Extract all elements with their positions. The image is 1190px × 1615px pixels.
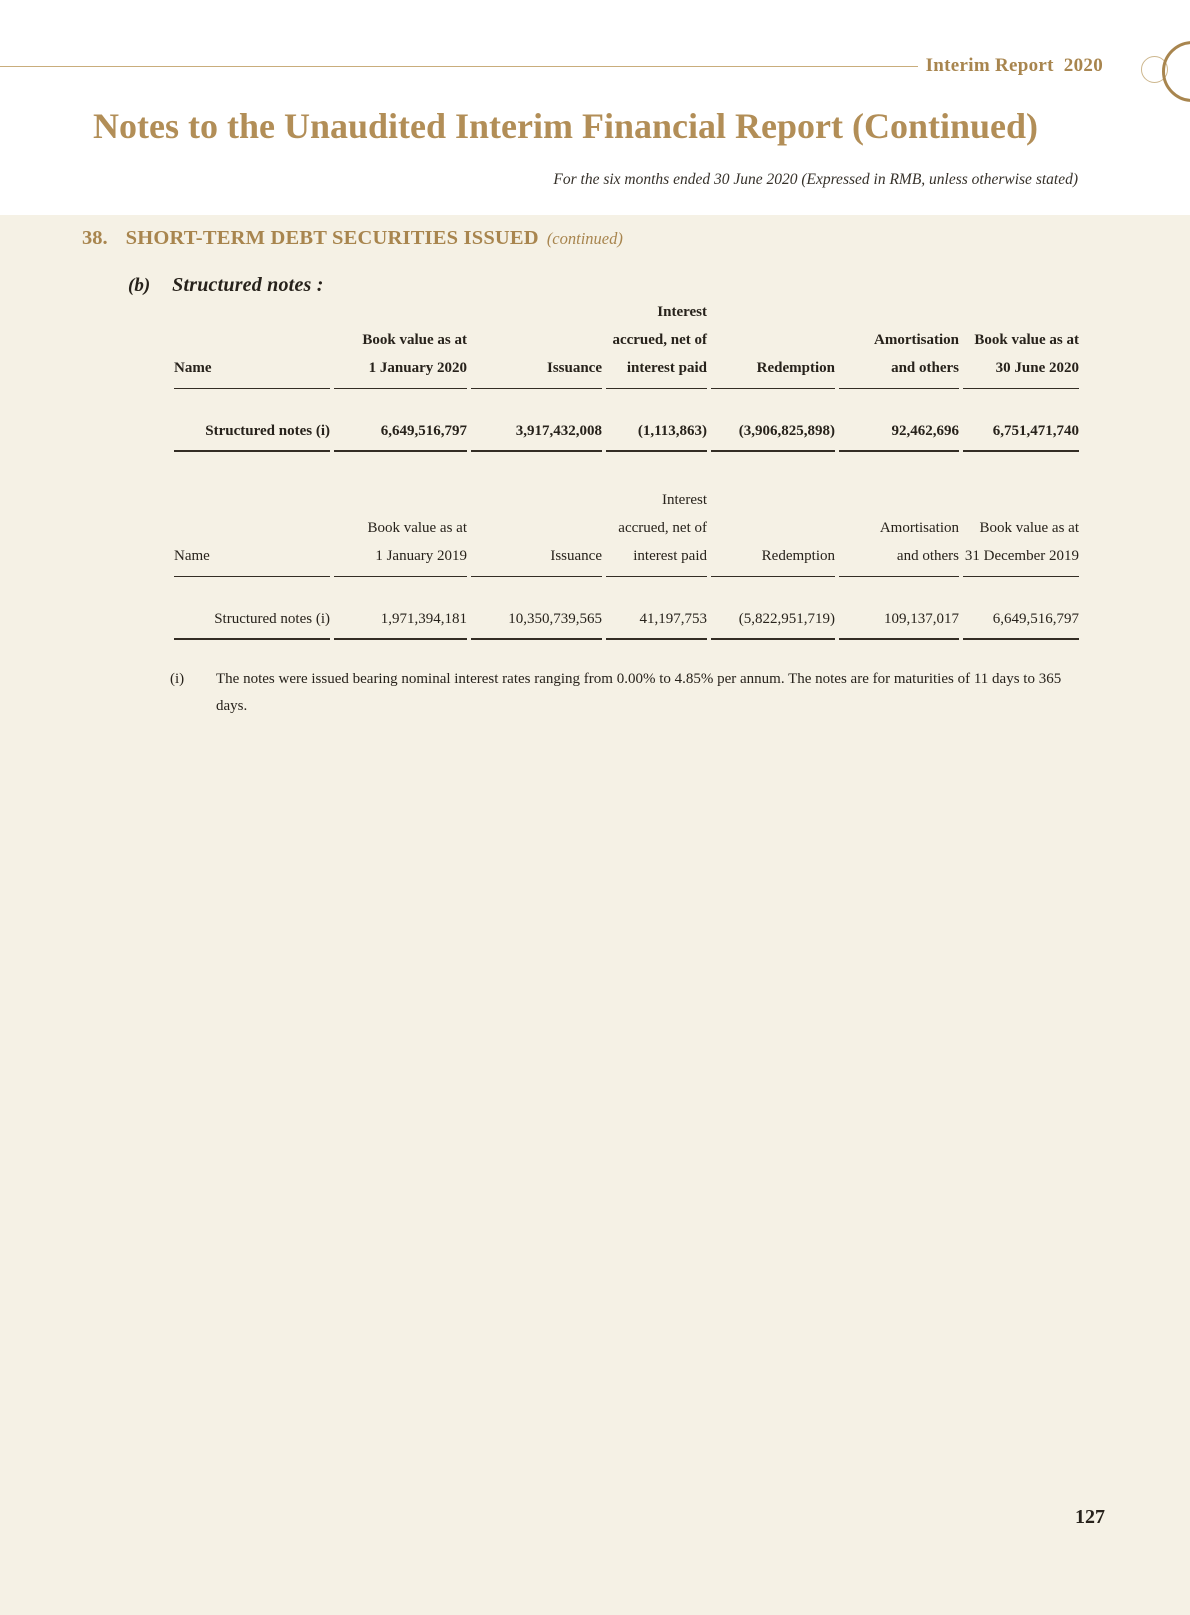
header-rule (0, 66, 918, 67)
section-continued-label: (continued) (546, 229, 623, 248)
col-header-redemption (711, 486, 835, 577)
col-header-book-value-opening (334, 298, 467, 389)
header-line: and others (896, 548, 959, 564)
col-header-interest-accrued (606, 298, 707, 389)
col-header-book-value-closing (963, 298, 1079, 389)
page-number: 127 (1075, 1506, 1105, 1528)
table-spacer-row (174, 389, 1079, 423)
header-line: Amortisation (874, 332, 959, 348)
header-line: 1 January 2020 (368, 360, 467, 376)
table-2019-data-row (174, 611, 1079, 640)
col-header-name (174, 486, 330, 577)
table-spacer-row (174, 577, 1079, 611)
header-line: Name (174, 360, 212, 376)
page-header (0, 0, 1190, 215)
subsection-heading (128, 274, 324, 297)
cell-book-value-closing: 6,649,516,797 (963, 611, 1079, 640)
report-label-text: Interim Report (925, 55, 1054, 76)
table-2019-header-row (174, 486, 1079, 577)
cell-redemption: (5,822,951,719) (711, 611, 835, 640)
cell-amortisation: 92,462,696 (839, 423, 959, 452)
header-line: interest paid (626, 360, 707, 376)
header-line: interest paid (633, 548, 707, 564)
cell-name: Structured notes (i) (174, 423, 330, 452)
cell-book-value-opening: 1,971,394,181 (334, 611, 467, 640)
report-edition-label (926, 55, 1103, 77)
cell-issuance: 10,350,739,565 (471, 611, 602, 640)
decorative-circle-large-icon (1162, 41, 1190, 102)
cell-redemption: (3,906,825,898) (711, 423, 835, 452)
header-line: Book value as at (362, 332, 467, 348)
report-year: 2020 (1063, 55, 1103, 76)
header-line: Amortisation (879, 520, 959, 536)
table-2020-data-row (174, 423, 1079, 452)
subsection-title: Structured notes : (172, 274, 324, 296)
footnote-marker: (i) (170, 671, 185, 687)
col-header-issuance (471, 486, 602, 577)
header-line: accrued, net of (612, 332, 707, 348)
header-line: and others (891, 360, 959, 376)
header-line: Issuance (546, 360, 602, 376)
section-title: SHORT-TERM DEBT SECURITIES ISSUED (125, 227, 539, 249)
header-line: Redemption (761, 548, 835, 564)
cell-name: Structured notes (i) (174, 611, 330, 640)
cell-interest-accrued: 41,197,753 (606, 611, 707, 640)
col-header-redemption (711, 298, 835, 389)
cell-interest-accrued: (1,113,863) (606, 423, 707, 452)
header-line: Issuance (550, 548, 602, 564)
col-header-issuance (471, 298, 602, 389)
section-heading (82, 227, 623, 250)
footnote-i (170, 666, 1083, 720)
header-line: Book value as at (974, 332, 1079, 348)
header-line: Name (174, 548, 210, 564)
col-header-amortisation (839, 486, 959, 577)
cell-book-value-closing: 6,751,471,740 (963, 423, 1079, 452)
cell-book-value-opening: 6,649,516,797 (334, 423, 467, 452)
header-line: accrued, net of (618, 520, 707, 536)
header-line: Interest (662, 492, 707, 508)
col-header-interest-accrued (606, 486, 707, 577)
header-line: Redemption (756, 360, 835, 376)
col-header-name (174, 298, 330, 389)
page-title: Notes to the Unaudited Interim Financial Report (Continued) (93, 106, 1038, 146)
header-line: 1 January 2019 (375, 548, 467, 564)
table-2020-header-row (174, 298, 1079, 389)
cell-issuance: 3,917,432,008 (471, 423, 602, 452)
header-line: Book value as at (979, 520, 1079, 536)
header-line: Book value as at (367, 520, 467, 536)
structured-notes-table-2019 (170, 486, 1083, 640)
structured-notes-table-2020 (170, 298, 1083, 452)
section-number: 38. (82, 227, 108, 249)
header-line: Interest (657, 304, 707, 320)
page-subtitle: For the six months ended 30 June 2020 (Expressed in RMB, unless otherwise stated) (553, 171, 1078, 188)
header-line: 31 December 2019 (964, 548, 1079, 564)
col-header-book-value-opening (334, 486, 467, 577)
header-line: 30 June 2020 (995, 360, 1079, 376)
subsection-label: (b) (128, 275, 151, 296)
cell-amortisation: 109,137,017 (839, 611, 959, 640)
col-header-amortisation (839, 298, 959, 389)
footnote-text: The notes were issued bearing nominal interest rates ranging from 0.00% to 4.85% per annum. The notes are for maturities of 11 days to 365 days. (216, 671, 1062, 714)
col-header-book-value-closing (963, 486, 1079, 577)
